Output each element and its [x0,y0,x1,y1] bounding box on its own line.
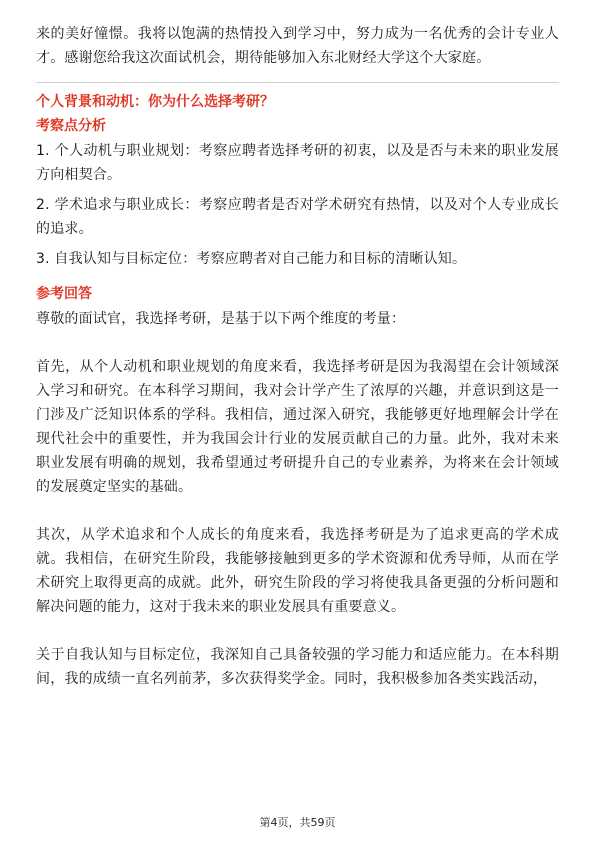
answer-heading: 参考回答 [36,286,92,302]
page-number-footer: 第4页，共59页 [259,816,336,829]
analysis-heading: 考察点分析 [36,118,106,134]
analysis-point-1: 1. 个人动机与职业规划：考察应聘者选择考研的初衷，以及是否与未来的职业发展方向相契合。 [36,143,559,183]
answer-opening: 尊敬的面试官，我选择考研，是基于以下两个维度的考量： [36,311,406,327]
answer-paragraph-1: 首先，从个人动机和职业规划的角度来看，我选择考研是因为我渴望在会计领域深入学习和研究。在本科学习期间，我对会计学产生了浓厚的兴趣，并意识到这是一门涉及广泛知识体系的学科。我相信，通过深入研究，我能够更好地理解会计学在现代社会中的重要性，并为我国会计行业的发展贡献自己的力量。此外，我对未来职业发展有明确的规划，我希望通过考研提升自己的专业素养，为将来在会计领域的发展奠定坚实的基础。 [36,359,559,495]
answer-paragraph-3: 关于自我认知与目标定位，我深知自己具备较强的学习能力和适应能力。在本科期间，我的成绩一直名列前茅，多次获得奖学金。同时，我积极参加各类实践活动， [36,647,559,687]
answer-paragraph-2: 其次，从学术追求和个人成长的角度来看，我选择考研是为了追求更高的学术成就。我相信，在研究生阶段，我能够接触到更多的学术资源和优秀导师，从而在学术研究上取得更高的成就。此外，研究生阶段的学习将使我具备更强的分析问题和解决问题的能力，这对于我未来的职业发展具有重要意义。 [36,527,559,615]
analysis-point-3: 3. 自我认知与目标定位：考察应聘者对自己能力和目标的清晰认知。 [36,251,467,267]
page-content [36,22,559,715]
intro-tail-paragraph: 来的美好憧憬。我将以饱满的热情投入到学习中，努力成为一名优秀的会计专业人才。感谢您给我这次面试机会，期待能够加入东北财经大学这个大家庭。 [36,26,559,66]
question-title: 个人背景和动机：你为什么选择考研？ [36,94,274,110]
section-divider [36,82,559,83]
analysis-point-2: 2. 学术追求与职业成长：考察应聘者是否对学术研究有热情，以及对个人专业成长的追求。 [36,197,559,237]
